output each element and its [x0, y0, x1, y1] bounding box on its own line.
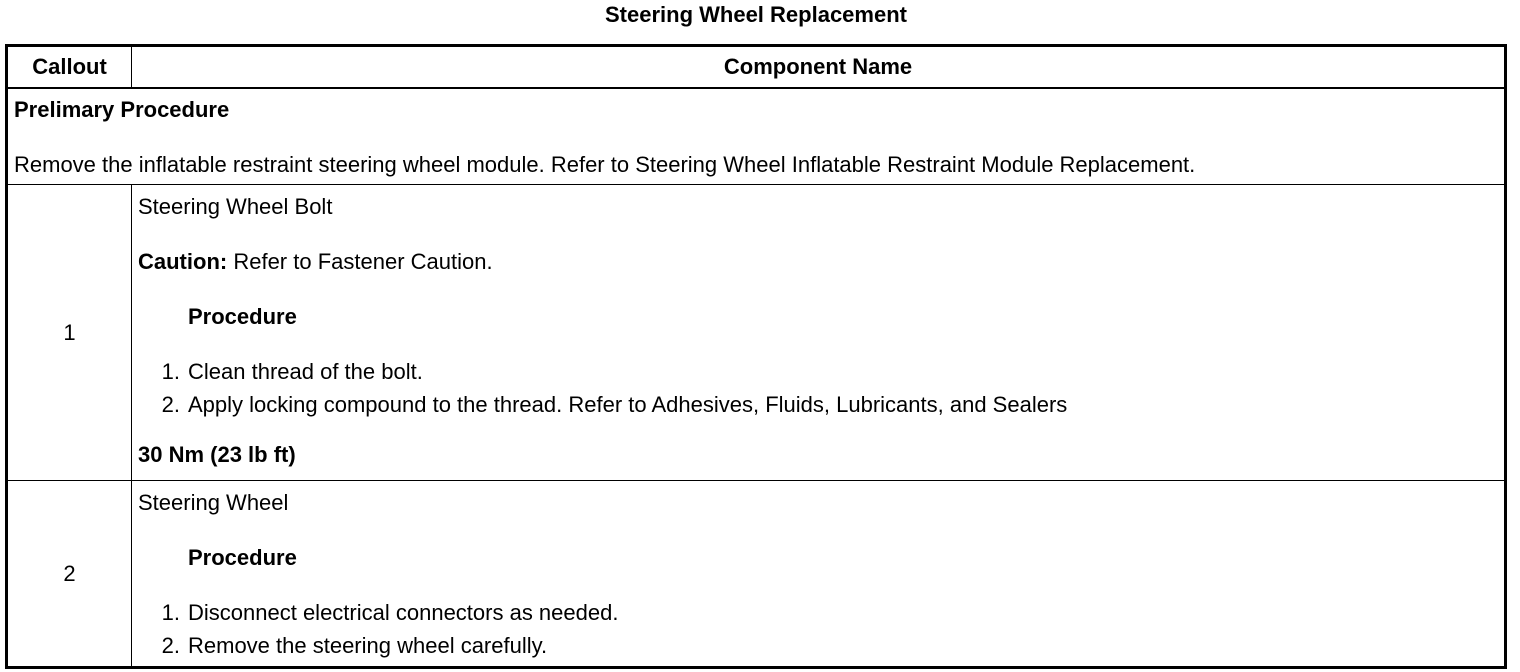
list-item: [138, 388, 1504, 421]
step-number: 1.: [161, 600, 180, 625]
step-number: 2.: [161, 392, 180, 417]
step-text: Clean thread of the bolt.: [188, 359, 423, 384]
header-component-name: Component Name: [132, 46, 1506, 89]
step-text: Remove the steering wheel carefully.: [188, 633, 548, 658]
header-callout: Callout: [7, 46, 132, 89]
list-item: [138, 629, 1504, 662]
preliminary-row: [7, 88, 1506, 185]
component-cell: [132, 481, 1506, 668]
table-row: [7, 481, 1506, 668]
step-text: Apply locking compound to the thread. Refer to Adhesives, Fluids, Lubricants, and Sealers: [188, 392, 1068, 417]
table-row: [7, 185, 1506, 481]
procedure-steps: [138, 596, 1504, 662]
preliminary-cell: [7, 88, 1506, 185]
procedure-heading: Procedure: [188, 304, 297, 329]
procedure-table: [5, 44, 1507, 669]
component-name: Steering Wheel Bolt: [138, 194, 333, 219]
torque-spec: 30 Nm (23 lb ft): [138, 442, 296, 467]
step-text: Disconnect electrical connectors as needed.: [188, 600, 619, 625]
caution-label: Caution:: [138, 249, 228, 274]
document-title: Steering Wheel Replacement: [605, 2, 907, 27]
caution-text: Refer to Fastener Caution.: [233, 249, 493, 274]
callout-cell: 1: [7, 185, 132, 481]
table-header-row: [7, 46, 1506, 89]
preliminary-text: Remove the inflatable restraint steering wheel module. Refer to Steering Wheel Inflatable Restraint Module Replacement.: [14, 152, 1196, 177]
step-number: 2.: [161, 633, 180, 658]
component-cell: [132, 185, 1506, 481]
callout-cell: 2: [7, 481, 132, 668]
list-item: [138, 355, 1504, 388]
component-name: Steering Wheel: [138, 490, 289, 515]
caution-line: [138, 249, 1504, 275]
list-item: [138, 596, 1504, 629]
procedure-heading: Procedure: [188, 545, 297, 570]
procedure-steps: [138, 355, 1504, 421]
preliminary-heading: Prelimary Procedure: [14, 97, 230, 122]
step-number: 1.: [161, 359, 180, 384]
